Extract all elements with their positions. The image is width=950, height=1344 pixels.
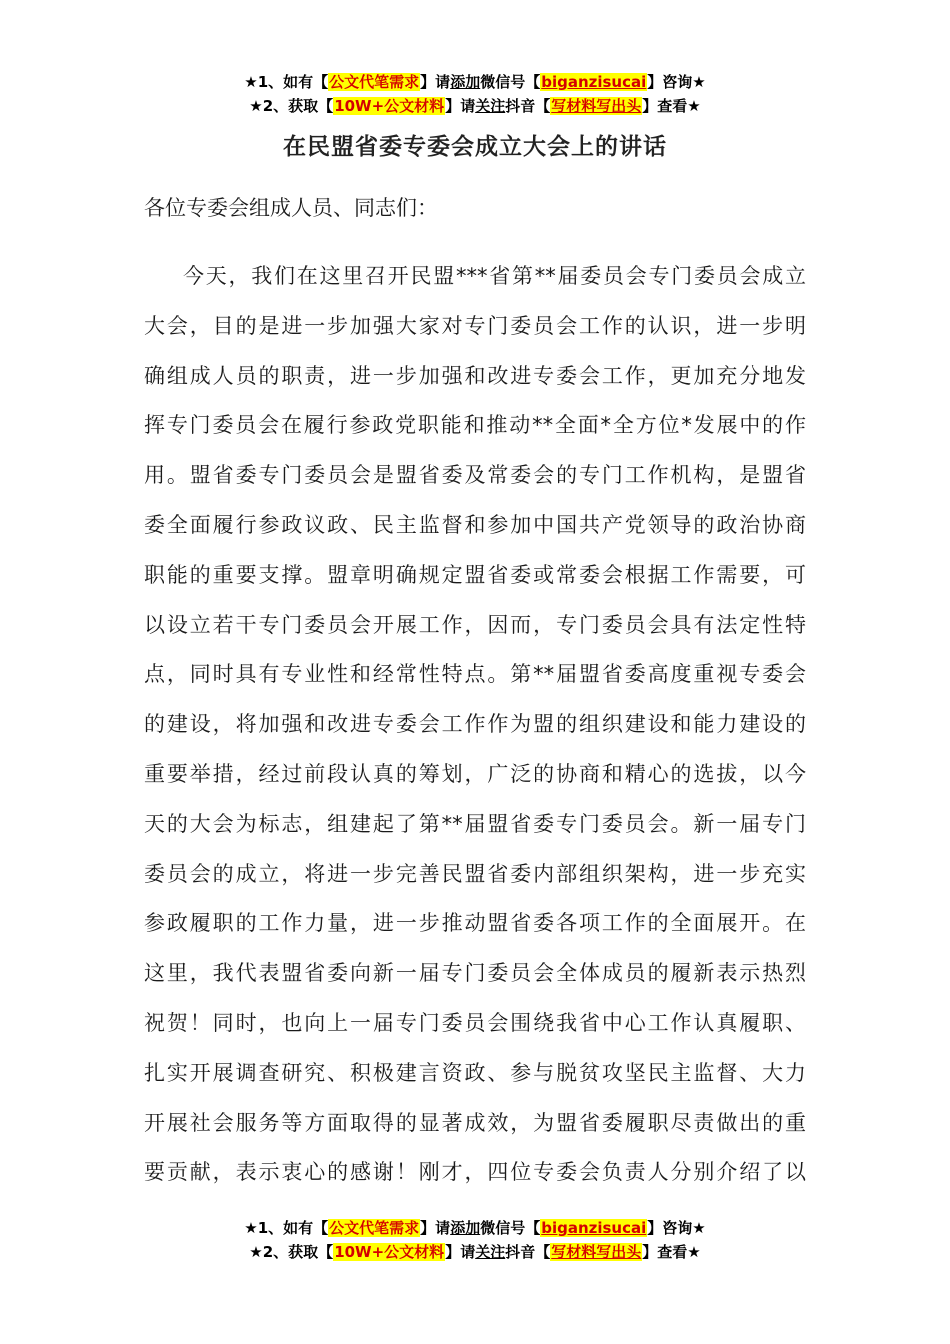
promo-wechat-id-link[interactable]: biganzisucai [541, 1219, 647, 1237]
promo-emphasis: 添加 [450, 73, 481, 91]
promo-mid: 微信号【 [480, 1219, 541, 1237]
body-line: 委全面履行参政议政、民主监督和参加中国共产党领导的政治协商 [144, 512, 806, 537]
promo-highlight-service: 公文代笔需求 [329, 1219, 420, 1237]
body-line: 开展社会服务等方面取得的显著成效，为盟省委履职尽责做出的重 [144, 1110, 806, 1135]
body-line: 职能的重要支撑。盟章明确规定盟省委或常委会根据工作需要，可 [144, 562, 806, 587]
promo-emphasis: 关注 [475, 97, 506, 115]
body-line: 今天，我们在这里召开民盟***省第**届委员会专门委员会成立 [183, 264, 806, 288]
body-line: 委员会的成立，将进一步完善民盟省委内部组织架构，进一步充实 [144, 861, 806, 886]
body-line: 的建设，将加强和改进专委会工作作为盟的组织建设和能力建设的 [144, 712, 806, 737]
promo-prefix: ★1、如有【 [244, 1219, 329, 1237]
document-body [144, 252, 806, 1198]
promo-prefix: ★2、获取【 [249, 1243, 334, 1261]
body-line: 以设立若干专门委员会开展工作，因而，专门委员会具有法定性特 [144, 612, 806, 637]
promo-highlight-service: 公文代笔需求 [329, 73, 420, 91]
promo-douyin-link[interactable]: 写材料写出头 [551, 97, 642, 115]
promo-line-2 [0, 94, 950, 118]
promo-line-2 [0, 1240, 950, 1264]
promo-prefix: ★1、如有【 [244, 73, 329, 91]
body-line: 大会，目的是进一步加强大家对专门委员会工作的认识，进一步明 [144, 313, 806, 338]
promo-mid: 抖音【 [505, 1243, 551, 1261]
promo-suffix: 】咨询★ [647, 1219, 706, 1237]
promo-mid: 】请 [420, 1219, 451, 1237]
body-line: 用。盟省委专门委员会是盟省委及常委会的专门工作机构，是盟省 [144, 463, 806, 488]
body-line: 祝贺！同时，也向上一届专门委员会围绕我省中心工作认真履职、 [144, 1010, 806, 1035]
promo-mid: 抖音【 [505, 97, 551, 115]
promo-mid: 】请 [445, 1243, 476, 1261]
body-line: 挥专门委员会在履行参政党职能和推动**全面*全方位*发展中的作 [144, 413, 806, 438]
promo-douyin-link[interactable]: 写材料写出头 [551, 1243, 642, 1261]
promo-line-1 [0, 70, 950, 94]
promo-mid: 微信号【 [480, 73, 541, 91]
promo-suffix: 】查看★ [642, 1243, 701, 1261]
salutation: 各位专委会组成人员、同志们： [144, 196, 438, 220]
promo-footer-bottom [0, 1216, 950, 1264]
promo-prefix: ★2、获取【 [249, 97, 334, 115]
body-line: 要贡献，表示衷心的感谢！刚才，四位专委会负责人分别介绍了以 [144, 1160, 806, 1185]
body-line: 天的大会为标志，组建起了第**届盟省委专门委员会。新一届专门 [144, 811, 806, 836]
promo-line-1 [0, 1216, 950, 1240]
document-title: 在民盟省委专委会成立大会上的讲话 [283, 134, 667, 160]
promo-suffix: 】查看★ [642, 97, 701, 115]
body-line: 重要举措，经过前段认真的筹划，广泛的协商和精心的选拔，以今 [144, 761, 806, 786]
promo-highlight-materials: 10W+公文材料 [334, 97, 445, 115]
promo-emphasis: 关注 [475, 1243, 506, 1261]
promo-header-top [0, 70, 950, 118]
promo-emphasis: 添加 [450, 1219, 481, 1237]
body-line: 点，同时具有专业性和经常性特点。第**届盟省委高度重视专委会 [144, 662, 806, 687]
body-line: 这里，我代表盟省委向新一届专门委员会全体成员的履新表示热烈 [144, 961, 806, 986]
promo-suffix: 】咨询★ [647, 73, 706, 91]
promo-highlight-materials: 10W+公文材料 [334, 1243, 445, 1261]
body-line: 扎实开展调查研究、积极建言资政、参与脱贫攻坚民主监督、大力 [144, 1060, 806, 1085]
promo-mid: 】请 [445, 97, 476, 115]
body-line: 确组成人员的职责，进一步加强和改进专委会工作，更加充分地发 [144, 363, 806, 388]
body-line: 参政履职的工作力量，进一步推动盟省委各项工作的全面展开。在 [144, 911, 806, 936]
promo-mid: 】请 [420, 73, 451, 91]
promo-wechat-id-link[interactable]: biganzisucai [541, 73, 647, 91]
